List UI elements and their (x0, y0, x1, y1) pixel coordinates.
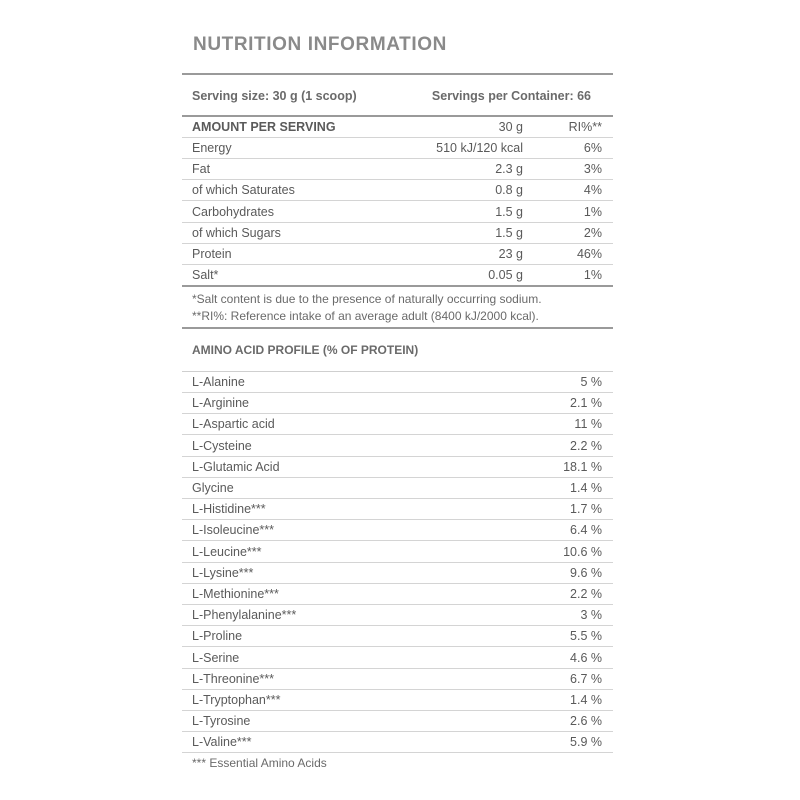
amino-value: 5.9 % (570, 735, 602, 750)
amino-value: 2.2 % (570, 438, 602, 453)
header-ri: RI%** (568, 120, 602, 134)
amino-value: 3 % (580, 608, 602, 623)
header-amount: 30 g (498, 120, 523, 134)
amino-row (182, 669, 613, 690)
amino-label: L-Alanine (192, 375, 245, 389)
amino-row (182, 414, 613, 435)
nutrient-label: Protein (192, 247, 232, 261)
nutrient-amount: 1.5 g (495, 204, 523, 219)
notes-bottom-rule (182, 327, 613, 329)
nutrient-label: Carbohydrates (192, 204, 274, 219)
amino-label: L-Leucine*** (192, 544, 262, 559)
nutrient-ri: 2% (583, 225, 602, 240)
amino-value: 9.6 % (570, 565, 602, 580)
nutrient-ri: 1% (583, 204, 602, 219)
amino-label: L-Glutamic Acid (192, 459, 280, 474)
nutrient-ri: 1% (583, 268, 602, 283)
nutrients-bottom-rule (182, 285, 613, 287)
nutrient-row (182, 223, 613, 244)
amino-value: 6.7 % (570, 671, 602, 686)
amino-value: 2.6 % (570, 714, 602, 729)
footnote-ri: **RI%: Reference intake of an average adult (8400 kJ/2000 kcal). (192, 309, 539, 323)
serving-size: Serving size: 30 g (1 scoop) (192, 89, 357, 103)
amino-label: L-Isoleucine*** (192, 523, 274, 538)
amino-row (182, 605, 613, 626)
amino-row (182, 711, 613, 732)
footnote-salt: *Salt content is due to the presence of naturally occurring sodium. (192, 292, 542, 306)
amino-label: L-Tyrosine (192, 714, 251, 729)
amino-value: 6.4 % (570, 523, 602, 538)
nutrient-amount: 2.3 g (495, 162, 523, 177)
nutrient-label: of which Saturates (192, 183, 295, 198)
amino-label: L-Methionine*** (192, 587, 279, 601)
amino-value: 1.4 % (570, 693, 602, 707)
amino-label: L-Cysteine (192, 438, 252, 453)
nutrient-ri: 4% (583, 183, 602, 198)
amino-label: L-Arginine (192, 396, 249, 411)
nutrient-row (182, 138, 613, 159)
amino-value: 5.5 % (570, 629, 602, 644)
amino-row (182, 584, 613, 605)
amino-value: 2.2 % (570, 587, 602, 601)
amino-label: L-Lysine*** (192, 565, 254, 580)
nutrient-ri: 46% (576, 247, 602, 261)
serving-info (182, 86, 613, 106)
amino-label: L-Threonine*** (192, 671, 274, 686)
amino-value: 5 % (580, 375, 602, 389)
amino-label: Glycine (192, 481, 234, 495)
amino-row (182, 457, 613, 478)
amino-value: 4.6 % (570, 650, 602, 665)
amino-row (182, 436, 613, 457)
nutrient-row (182, 265, 613, 286)
nutrient-amount: 510 kJ/120 kcal (436, 141, 523, 155)
amino-row (182, 648, 613, 669)
amino-label: L-Histidine*** (192, 502, 266, 517)
amino-row (182, 478, 613, 499)
amino-label: L-Tryptophan*** (192, 693, 281, 707)
nutrition-header-row (182, 117, 613, 138)
amino-label: L-Phenylalanine*** (192, 608, 297, 623)
amino-row (182, 732, 613, 753)
servings-per-container: Servings per Container: 66 (431, 89, 591, 103)
amino-value: 2.1 % (570, 396, 602, 411)
amino-label: L-Serine (192, 650, 240, 665)
amino-row (182, 372, 613, 393)
nutrient-ri: 6% (583, 141, 602, 155)
nutrient-amount: 0.05 g (488, 268, 523, 283)
nutrient-row (182, 180, 613, 201)
nutrient-label: Fat (192, 162, 211, 177)
amino-section-title: AMINO ACID PROFILE (% OF PROTEIN) (192, 343, 419, 357)
amino-row (182, 393, 613, 414)
amino-value: 18.1 % (563, 459, 602, 474)
amino-row (182, 690, 613, 711)
nutrient-row (182, 202, 613, 223)
amino-row (182, 626, 613, 647)
top-rule (182, 73, 613, 75)
amino-footnote: *** Essential Amino Acids (192, 756, 327, 770)
nutrient-amount: 1.5 g (495, 225, 523, 240)
amino-value: 1.7 % (570, 502, 602, 517)
nutrient-label: Salt* (192, 268, 219, 283)
nutrient-amount: 0.8 g (495, 183, 523, 198)
amino-row (182, 542, 613, 563)
nutrient-row (182, 159, 613, 180)
nutrient-amount: 23 g (498, 247, 523, 261)
nutrient-label: Energy (192, 141, 232, 155)
amino-value: 10.6 % (563, 544, 602, 559)
page-title: NUTRITION INFORMATION (193, 34, 447, 55)
nutrient-label: of which Sugars (192, 225, 281, 240)
amino-value: 1.4 % (570, 481, 602, 495)
amino-row (182, 520, 613, 541)
nutrient-row (182, 244, 613, 265)
amino-row (182, 499, 613, 520)
header-label: AMOUNT PER SERVING (192, 120, 336, 134)
amino-label: L-Proline (192, 629, 243, 644)
amino-value: 11 % (574, 417, 602, 432)
amino-label: L-Aspartic acid (192, 417, 275, 432)
nutrient-ri: 3% (583, 162, 602, 177)
amino-row (182, 563, 613, 584)
amino-label: L-Valine*** (192, 735, 252, 750)
